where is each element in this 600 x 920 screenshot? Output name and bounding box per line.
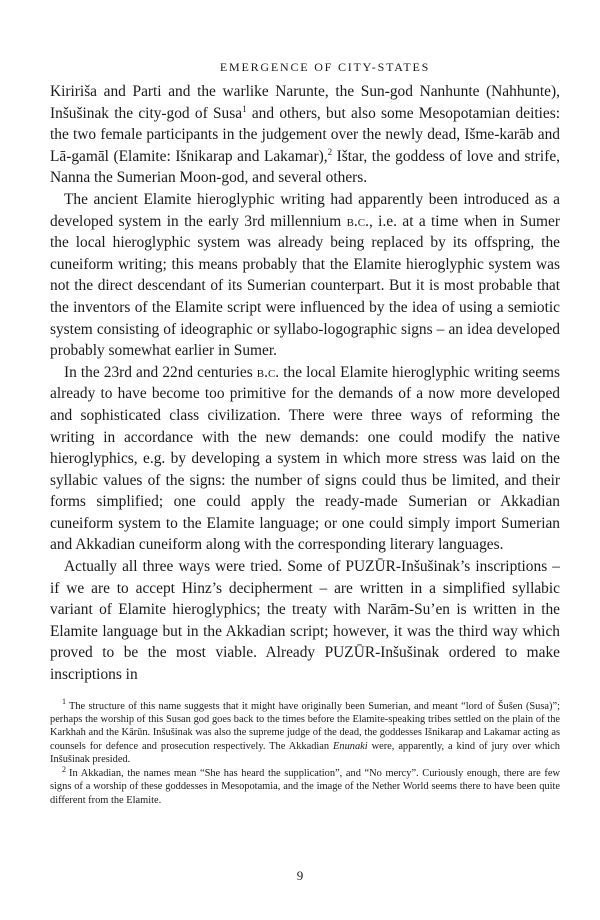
footnote-1-text-b: were, apparently, a kind of jury over which Inšušinak presided.: [50, 740, 560, 765]
paragraph-2-text-a: The ancient Elamite hieroglyphic writing had apparently been introduced as a developed system in the early 3rd millennium: [50, 190, 560, 230]
paragraph-2-text-b: , i.e. at a time when in Sumer the local hieroglyphic system was already being replaced by its offspring, the cuneiform writing; this means probably that the Elamite hieroglyphic system was not the direct descendant of its Sumerian counterpart. But it is most probable that the inventors of the Elamite script were influenced by the idea of using a semiotic system consisting of ideographic or syllabo-logographic signs – an idea developed probably somewhat earlier in Sumer.: [50, 212, 560, 360]
footnote-1-text: The structure of this name suggests that it might have originally been Sumerian, and meant “lord of Šušen (Susa)”; perhaps the worship of this Susan god goes back to the times before the Elamite-speaking tribes settled on the plain of the Karkhah and the Kārūn. Inšušinak was also the supreme judge of the dead, the goddesses Išnikarap and Lakamar acting as counsels for defence and prosecution respectively. The Akkadian: [50, 700, 560, 752]
running-header: EMERGENCE OF CITY-STATES: [219, 60, 431, 74]
footnote-1-italic: Enunaki: [333, 740, 368, 752]
footnote-ref-2: 2: [327, 146, 333, 157]
paragraph-3-text-b: the local Elamite hieroglyphic writing seems already to have become too primitive for the demands of a now more developed and sophisticated class civilization. There were three ways of reforming the writing in accordance with the new demands: one could modify the native hieroglyphics, e.g. by developing a system in which more stress was laid on the syllabic values of the signs: the number of signs could thus be limited, and their forms simplified; one could apply the ready-made Sumerian or Akkadian cuneiform system to the Elamite language; or one could simply import Sumerian and Akkadian cuneiform along with the corresponding literary languages.: [50, 363, 560, 554]
body-text: [50, 81, 560, 686]
paragraph-1-text-a: Kiririša and Parti and the warlike Narunte, the Sun-god Nanhunte (Nahhunte), Inšušinak the city-god of Susa: [50, 83, 560, 122]
paragraph-2: [50, 189, 560, 362]
footnote-2-text: In Akkadian, the names mean “She has heard the supplication”, and “No mercy”. Curiously enough, there are few signs of a worship of these goddesses in Mesopotamia, and the image of the Nether World seems there to have been quite different from the Elamite.: [50, 768, 560, 806]
footnote-ref-1: 1: [242, 103, 247, 114]
era-abbreviation: b.c.: [256, 363, 280, 381]
book-page: [50, 60, 560, 807]
paragraph-4: Actually all three ways were tried. Some of PUZŪR-Inšušinak’s inscriptions – if we are to accept Hinz’s decipherment – are written in a simplified syllabic variant of Elamite hieroglyphics; the treaty with Narām-Su’en is written in the Elamite language but in the Akkadian script; however, it was the third way which proved to be the most viable. Already PUZŪR-Inšušinak ordered to make inscriptions in: [50, 558, 560, 684]
footnote-2: [50, 764, 560, 807]
paragraph-1: [50, 81, 560, 189]
paragraph-1-text-b: and others, but also some Mesopotamian deities: the two female participants in the judgement over the newly dead, Išme-karāb and Lā-gamāl (Elamite: Išnikarap and Lakamar),: [50, 104, 560, 165]
footnote-mark: 2: [62, 764, 66, 774]
footnote-mark: 1: [62, 697, 66, 707]
paragraph-1-text-c: Ištar, the goddess of love and strife, Nanna the Sumerian Moon-god, and several others.: [50, 147, 560, 187]
footnotes: [50, 697, 560, 807]
footnote-1: [50, 697, 560, 766]
era-abbreviation: b.c.: [346, 212, 369, 230]
paragraph-3-text-a: In the 23rd and 22nd centuries: [64, 363, 257, 381]
paragraph-3: [50, 362, 560, 556]
page-number: 9: [296, 868, 304, 883]
